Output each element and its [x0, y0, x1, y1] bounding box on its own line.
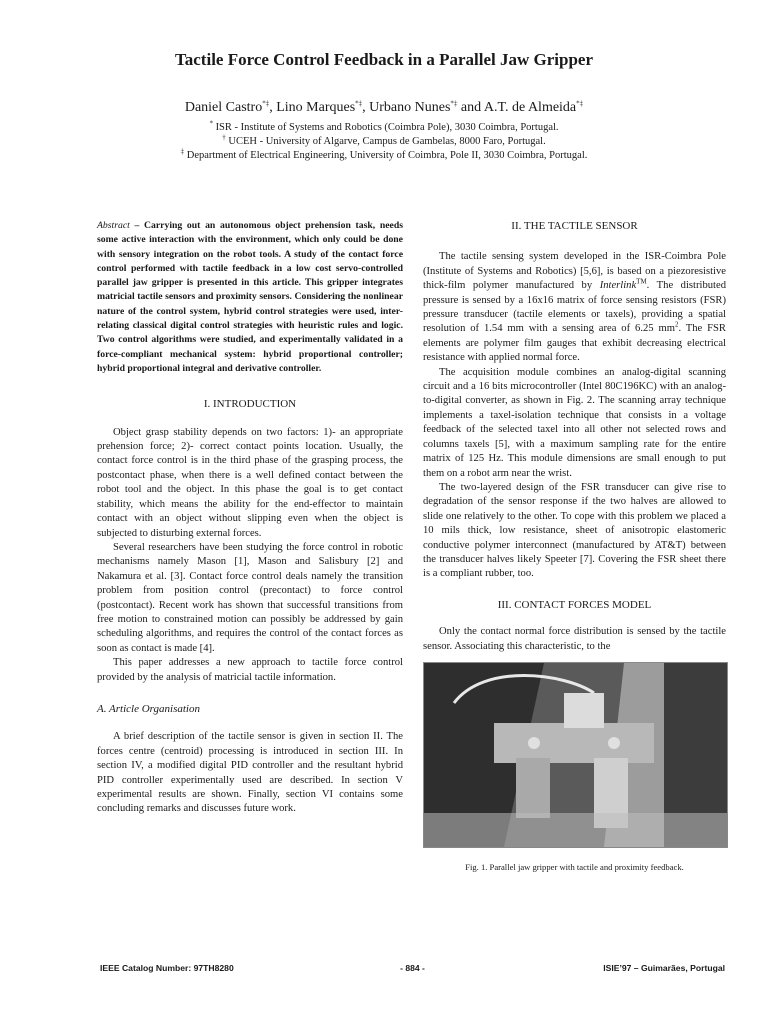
affiliation-text: ISR - Institute of Systems and Robotics (Coimbra Pole), 3030 Coimbra, Portugal.: [215, 122, 559, 133]
footer-catalog-number: IEEE Catalog Number: 97TH8280: [100, 963, 234, 973]
brand-name: Interlink: [599, 280, 637, 292]
author-name: Lino Marques: [276, 100, 356, 115]
section-heading-introduction: I. INTRODUCTION: [203, 398, 297, 411]
author-list: [0, 100, 768, 116]
affiliation-line: [0, 135, 768, 149]
intro-paragraph-3: This paper addresses a new approach to tactile force control provided by the analysis of matricial tactile information.: [97, 657, 403, 683]
author-name: Urbano Nunes: [369, 100, 451, 115]
contact-paragraph-1: Only the contact normal force distribution is sensed by the tactile sensor. Associating this characteristic, to the: [423, 626, 726, 652]
footer-page-number: - 884 -: [400, 963, 425, 973]
affiliation-text: UCEH - University of Algarve, Campus de Gambelas, 8000 Faro, Portugal.: [228, 136, 546, 147]
affiliation-line: [0, 149, 768, 163]
affiliation-list: [0, 121, 768, 163]
trademark-mark: TM: [636, 277, 647, 286]
author-name: A.T. de Almeida: [483, 100, 577, 115]
sensor-p1-text-b: . The distributed pressure is sensed by a 16x16 matrix of force sensing resistors (FSR) pressure transducer (tactile elements or taxels), providing a spatial resolution of 1.54 mm with a sensing area of 6.25 mm: [423, 280, 727, 335]
gripper-screw: [528, 737, 540, 749]
sensor-p1-text-c: . The FSR elements are polymer film gauges that exhibit decreasing electrical resistance with applied normal force.: [423, 323, 726, 364]
subsection-heading-organisation: A. Article Organisation: [97, 702, 200, 715]
gripper-photo-drawing: [424, 663, 727, 847]
intro-paragraph-1: Object grasp stability depends on two factors: 1)- an appropriate prehension force; 2)- correct contact points location. Usually, the contact force control is in the third phase of the grasping process, the postcontact phase, when there is a well defined contact between the robot tool and the object. In this phase the goal is to get contact stability, which means the ability for the end-effector to maintain contact with an object without slipping even when the object is subjected to disturbing external forces.: [97, 426, 403, 539]
gripper-body: [494, 723, 654, 763]
unit-exponent: 2: [674, 320, 679, 329]
footer-conference: ISIE’97 – Guimarães, Portugal: [603, 963, 725, 973]
sensor-p1-text-a: The tactile sensing system developed in the ISR-Coimbra Pole (Institute of Systems and Robotics) [5,6], is based on a piezoresistive thick-film polymer manufactured by: [423, 251, 726, 292]
affiliation-line: [0, 121, 768, 135]
affiliation-text: Department of Electrical Engineering, University of Coimbra, Pole II, 3030 Coimbra, Portugal.: [186, 150, 588, 161]
author-separator: ,: [362, 100, 366, 115]
author-marks: *‡: [576, 99, 584, 108]
sensor-paragraph-1: [423, 250, 726, 365]
author-conjunction: and: [460, 100, 482, 115]
author-marks: *‡: [355, 99, 363, 108]
right-column: [423, 219, 726, 874]
author-name: Daniel Castro: [184, 100, 263, 115]
section-heading-tactile-sensor: II. THE TACTILE SENSOR: [511, 220, 638, 232]
abstract-text: Carrying out an autonomous object prehension task, needs some active interaction with the environment, which only could be done with sensory integration on the robot tools. A study of the contact force control performed with tactile feedback in a low cost servo-controlled parallel jaw gripper is presented in this article. This gripper integrates matricial tactile sensors and proximity sensors. Considering the nonlinear nature of the control system, hybrid control strategies were used, inter-relating classical digital control strategies with heuristic rules and logic. Two control algorithms were studied, and experimentally validated in a force-compliant mechanical system: hybrid proportional controller; hybrid proportional integral and derivative controller.: [97, 220, 403, 374]
abstract-label: Abstract: [97, 220, 130, 231]
affiliation-mark: ‡: [180, 147, 185, 156]
author-marks: *‡: [450, 99, 458, 108]
abstract: [97, 219, 403, 376]
author-marks: *‡: [262, 99, 270, 108]
photo-table: [424, 813, 727, 847]
affiliation-mark: *: [209, 119, 213, 128]
paper-title: Tactile Force Control Feedback in a Parallel Jaw Gripper: [174, 50, 594, 69]
sensor-paragraph-2: The acquisition module combines an analog-digital scanning circuit and a 16 bits microcontroller (Intel 80C196KC) with an analog-to-digital converter, as shown in Fig. 2. The scanning array technique implements a taxel-isolation technique that consists in a voltage feedback of the selected taxel into all other not selected rows and columns taxels [5], with a maximum sampling rate for the entire matrix of 125 Hz. This module dimensions are small enough to put them on a robot arm near the wrist.: [423, 366, 726, 479]
gripper-photo: [423, 662, 728, 848]
organisation-paragraph: A brief description of the tactile sensor is given in section II. The forces centre (centroid) processing is introduced in section III. In section IV, a modified digital PID controller and the resultant hybrid PID controller experimentally used are described. In section V experimental results are shown. Finally, section VI contains some concluding remarks and discusses future work.: [97, 731, 403, 815]
affiliation-mark: †: [222, 133, 226, 142]
abstract-dash: –: [129, 220, 145, 231]
intro-paragraph-2: Several researchers have been studying the force control in robotic mechanisms namely Mason [1], Mason and Salisbury [2] and Nakamura et al. [3]. Contact force control deals namely the transition problem from position control (precontact) to force control (postcontact). Recent work has shown that successful transitions from free motion to constrained motion can possibly be addressed by gain scheduling algorithms, and requires the control of the contact forces as soon as contact is made [4].: [97, 541, 403, 654]
left-column: [97, 219, 403, 817]
gripper-screw: [608, 737, 620, 749]
sensor-paragraph-3: The two-layered design of the FSR transducer can give rise to degradation of the sensor response if the two halves are allowed to slide one relatively to the other. To cope with this problem we placed a 10 mils thick, low resistance, sheet of anisotropic elastomeric conductive polymer interconnect (manufactured by AT&T) between the transducer halves likely Speeter [7]. Covering the FSR sheet there is a compliant rubber, too.: [423, 481, 726, 580]
section-heading-contact-forces: III. CONTACT FORCES MODEL: [497, 598, 652, 611]
gripper-mount: [564, 693, 604, 728]
author-separator: ,: [269, 100, 273, 115]
gripper-jaw-left: [516, 758, 550, 818]
figure-caption: Fig. 1. Parallel jaw gripper with tactile and proximity feedback.: [465, 861, 684, 872]
